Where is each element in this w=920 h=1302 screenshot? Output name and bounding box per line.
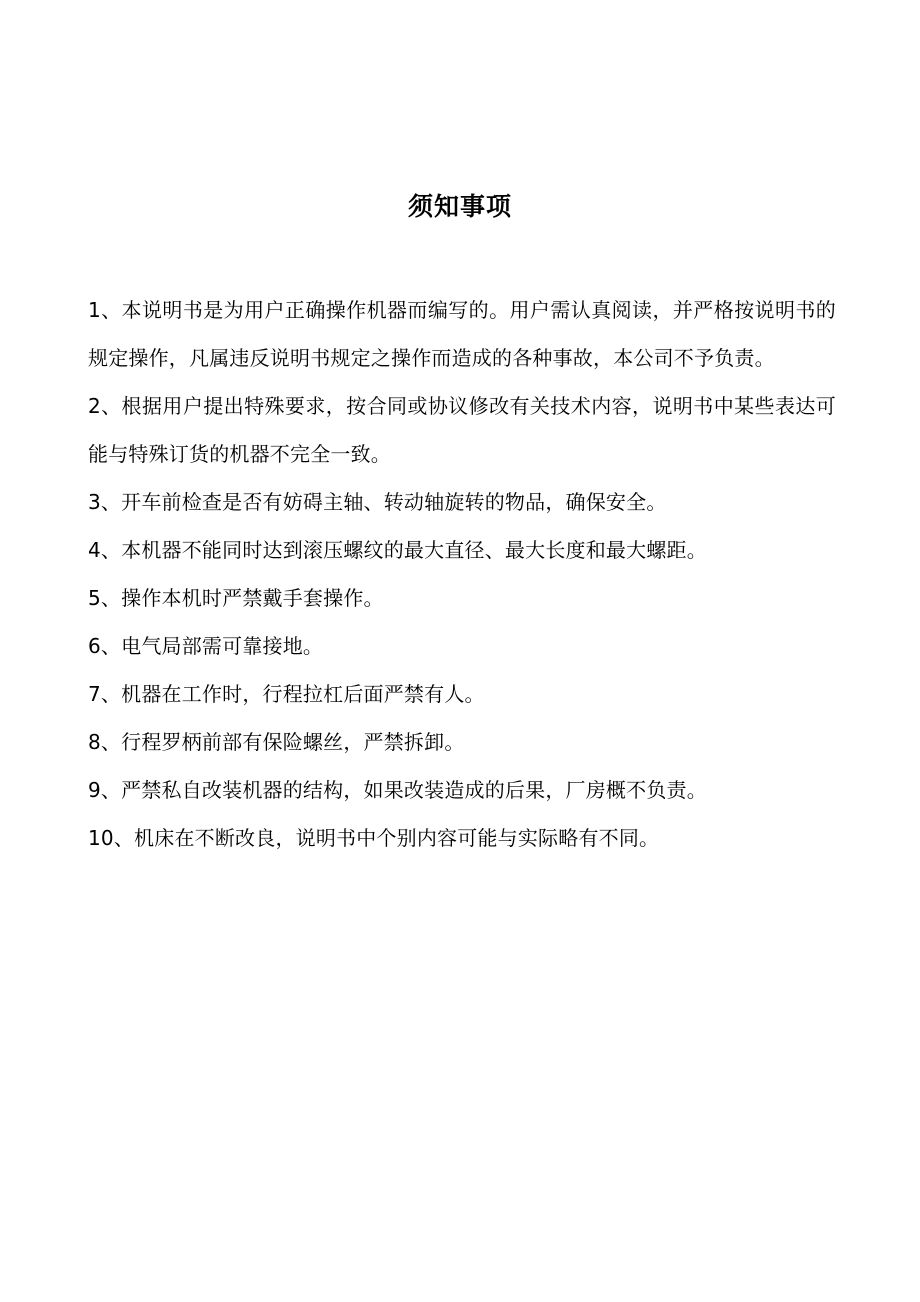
notice-item-6: 6、电气局部需可靠接地。 bbox=[88, 634, 324, 658]
notice-list bbox=[88, 286, 836, 862]
notice-item-3: 3、开车前检查是否有妨碍主轴、转动轴旋转的物品，确保安全。 bbox=[88, 490, 667, 514]
notice-item-7: 7、机器在工作时，行程拉杠后面严禁有人。 bbox=[88, 682, 485, 706]
notice-item-4: 4、本机器不能同时达到滚压螺纹的最大直径、最大长度和最大螺距。 bbox=[88, 538, 707, 562]
notice-item-9: 9、严禁私自改装机器的结构，如果改装造成的后果，厂房概不负责。 bbox=[88, 778, 707, 802]
notice-item-10: 10、机床在不断改良，说明书中个别内容可能与实际略有不同。 bbox=[88, 826, 660, 850]
page-title: 须知事项 bbox=[407, 192, 512, 221]
notice-item-8: 8、行程罗柄前部有保险螺丝，严禁拆卸。 bbox=[88, 730, 465, 754]
notice-item-5: 5、操作本机时严禁戴手套操作。 bbox=[88, 586, 384, 610]
notice-item-2: 2、根据用户提出特殊要求，按合同或协议修改有关技术内容，说明书中某些表达可能与特殊订货的机器不完全一致。 bbox=[88, 394, 836, 466]
notice-item-1: 1、本说明书是为用户正确操作机器而编写的。用户需认真阅读，并严格按说明书的规定操作，凡属违反说明书规定之操作而造成的各种事故，本公司不予负责。 bbox=[88, 298, 836, 370]
